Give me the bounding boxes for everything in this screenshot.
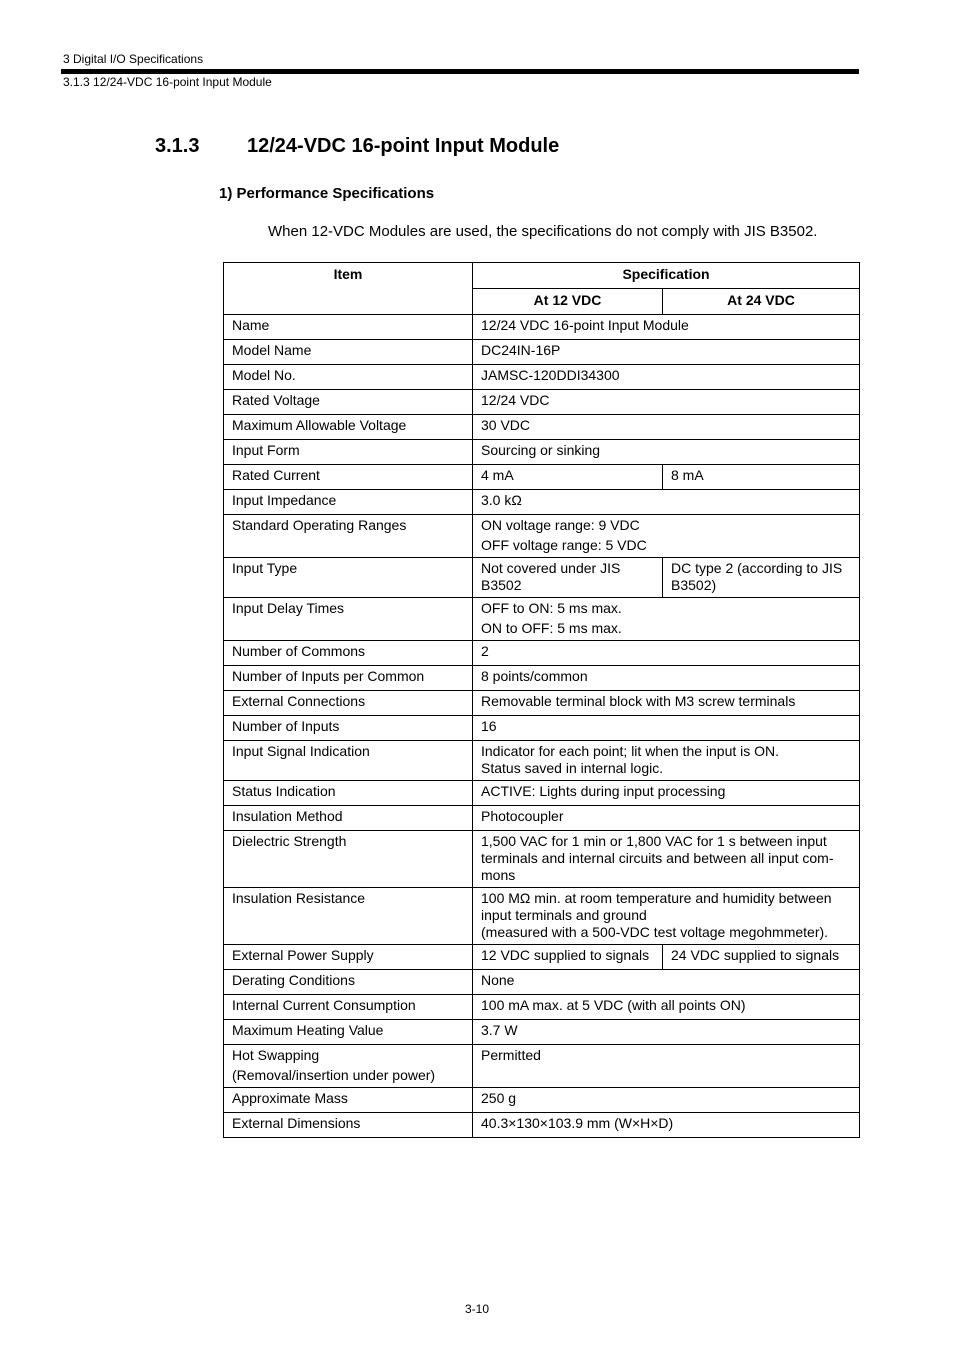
header-specification: Specification (473, 263, 860, 289)
spec-value-cell (473, 641, 860, 666)
item-cell (224, 1020, 473, 1045)
item-label: Input Type (232, 560, 298, 576)
spec-value-12vdc: 12 VDC supplied to signals (473, 945, 663, 970)
spec-value-24vdc: 8 mA (663, 465, 860, 490)
item-label: Approximate Mass (232, 1090, 348, 1106)
spec-value-12vdc: Not covered under JIS B3502 (473, 558, 663, 598)
running-header-chapter: 3 Digital I/O Specifications (63, 52, 204, 66)
table-row (224, 806, 860, 831)
item-cell (224, 558, 473, 598)
spec-value: ON to OFF: 5 ms max. (481, 620, 622, 636)
item-label: Model No. (232, 367, 296, 383)
table-row (224, 641, 860, 666)
item-cell (224, 995, 473, 1020)
item-label: Insulation Resistance (232, 890, 366, 906)
table-row (224, 781, 860, 806)
spec-value-cell (473, 741, 860, 781)
spec-value-cell (473, 390, 860, 415)
spec-value-cell (473, 365, 860, 390)
item-cell (224, 340, 473, 365)
spec-value: JAMSC-120DDI34300 (481, 367, 620, 383)
table-row (224, 691, 860, 716)
table-row (224, 1113, 860, 1138)
item-cell (224, 1113, 473, 1138)
page-number: 3-10 (464, 1302, 490, 1316)
item-cell (224, 781, 473, 806)
item-cell (224, 598, 473, 641)
table-row (224, 741, 860, 781)
spec-value: 16 (481, 718, 497, 734)
item-label: Input Form (232, 442, 300, 458)
spec-value: 100 mA max. at 5 VDC (with all points ON) (481, 997, 746, 1013)
spec-value-cell (473, 1113, 860, 1138)
spec-value-cell (473, 515, 860, 558)
spec-value: 3.0 kΩ (481, 492, 522, 508)
table-row (224, 515, 860, 558)
item-label: External Dimensions (232, 1115, 361, 1131)
item-cell (224, 641, 473, 666)
table-row (224, 415, 860, 440)
item-cell (224, 666, 473, 691)
item-cell (224, 888, 473, 945)
table-row (224, 945, 860, 970)
table-row (224, 1020, 860, 1045)
table-row (224, 1045, 860, 1088)
spec-value: DC24IN-16P (481, 342, 561, 358)
spec-value: Indicator for each point; lit when the input is ON. (481, 743, 780, 759)
table-row (224, 831, 860, 888)
spec-value: None (481, 972, 515, 988)
section-number: 3.1.3 (155, 135, 200, 157)
item-label: Hot Swapping (232, 1047, 320, 1063)
spec-value-cell (473, 598, 860, 641)
spec-value: 100 MΩ min. at room temperature and humidity between input terminals and ground (481, 890, 832, 923)
subsection-title: 1) Performance Specifications (219, 185, 435, 202)
item-label: Standard Operating Ranges (232, 517, 407, 533)
item-cell (224, 1088, 473, 1113)
spec-value-24vdc: 24 VDC supplied to signals (663, 945, 860, 970)
spec-value-12vdc: 4 mA (473, 465, 663, 490)
spec-value-cell (473, 315, 860, 340)
table-row (224, 390, 860, 415)
item-label: Number of Inputs per Common (232, 668, 425, 684)
spec-value-cell (473, 1045, 860, 1088)
item-cell (224, 831, 473, 888)
spec-value-cell (473, 970, 860, 995)
header-at-12vdc: At 12 VDC (473, 289, 663, 315)
spec-value: Status saved in internal logic. (481, 760, 664, 776)
section-title (155, 135, 559, 158)
spec-value-cell (473, 440, 860, 465)
section-title-text: 12/24-VDC 16-point Input Module (247, 135, 560, 157)
spec-value: 12/24 VDC 16-point Input Module (481, 317, 689, 333)
spec-value: 30 VDC (481, 417, 531, 433)
item-cell (224, 691, 473, 716)
spec-value: 12/24 VDC (481, 392, 550, 408)
table-row (224, 716, 860, 741)
spec-value: OFF to ON: 5 ms max. (481, 600, 622, 616)
item-label: External Connections (232, 693, 366, 709)
spec-value: 250 g (481, 1090, 517, 1106)
spec-value-cell (473, 691, 860, 716)
item-label: Number of Inputs (232, 718, 340, 734)
table-row (224, 365, 860, 390)
spec-value: 3.7 W (481, 1022, 518, 1038)
item-label: Dielectric Strength (232, 833, 347, 849)
spec-value-cell (473, 806, 860, 831)
spec-value-cell (473, 490, 860, 515)
item-label: Model Name (232, 342, 312, 358)
item-label: Number of Commons (232, 643, 366, 659)
spec-value: 40.3×130×103.9 mm (W×H×D) (481, 1115, 674, 1131)
spec-value-cell (473, 666, 860, 691)
spec-value-cell (473, 1020, 860, 1045)
spec-value: ACTIVE: Lights during input processing (481, 783, 726, 799)
spec-value-24vdc: DC type 2 (according to JIS B3502) (663, 558, 860, 598)
item-cell (224, 315, 473, 340)
table-row (224, 558, 860, 598)
item-label: Internal Current Consumption (232, 997, 416, 1013)
intro-paragraph: When 12-VDC Modules are used, the specifications do not comply with JIS B3502. (268, 223, 818, 240)
spec-value: 2 (481, 643, 489, 659)
item-label: Name (232, 317, 270, 333)
running-header-section: 3.1.3 12/24-VDC 16-point Input Module (63, 75, 272, 89)
spec-value-cell (473, 995, 860, 1020)
header-item: Item (224, 263, 473, 315)
item-label: Maximum Allowable Voltage (232, 417, 407, 433)
table-row (224, 440, 860, 465)
item-label: Input Signal Indication (232, 743, 370, 759)
spec-value-cell (473, 415, 860, 440)
item-cell (224, 465, 473, 490)
table-row (224, 1088, 860, 1113)
item-cell (224, 440, 473, 465)
item-cell (224, 390, 473, 415)
table-row (224, 340, 860, 365)
item-cell (224, 490, 473, 515)
item-cell (224, 415, 473, 440)
table-row (224, 598, 860, 641)
table-row (224, 490, 860, 515)
spec-value-cell (473, 781, 860, 806)
item-label: Rated Voltage (232, 392, 320, 408)
item-cell (224, 515, 473, 558)
item-label: Rated Current (232, 467, 320, 483)
item-cell (224, 365, 473, 390)
spec-value-cell (473, 716, 860, 741)
item-label: Input Impedance (232, 492, 337, 508)
spec-table (223, 262, 860, 1138)
table-row (224, 315, 860, 340)
item-cell (224, 716, 473, 741)
spec-value: OFF voltage range: 5 VDC (481, 537, 647, 553)
table-row (224, 666, 860, 691)
spec-value: Removable terminal block with M3 screw terminals (481, 693, 796, 709)
item-label: Input Delay Times (232, 600, 345, 616)
item-cell (224, 806, 473, 831)
spec-value-cell (473, 888, 860, 945)
item-label: Status Indication (232, 783, 336, 799)
item-label: Derating Conditions (232, 972, 355, 988)
item-label: (Removal/insertion under power) (232, 1067, 436, 1083)
spec-value: Photocoupler (481, 808, 564, 824)
item-label: External Power Supply (232, 947, 374, 963)
item-label: Maximum Heating Value (232, 1022, 384, 1038)
spec-value: ON voltage range: 9 VDC (481, 517, 640, 533)
table-row (224, 995, 860, 1020)
spec-value: 8 points/common (481, 668, 588, 684)
item-label: Insulation Method (232, 808, 343, 824)
spec-value-cell (473, 340, 860, 365)
item-cell (224, 1045, 473, 1088)
header-rule (61, 69, 859, 74)
item-cell (224, 945, 473, 970)
spec-value: Sourcing or sinking (481, 442, 601, 458)
spec-value: (measured with a 500-VDC test voltage megohmmeter). (481, 924, 829, 940)
table-row (224, 970, 860, 995)
header-at-24vdc: At 24 VDC (663, 289, 860, 315)
spec-value-cell (473, 1088, 860, 1113)
spec-value-cell (473, 831, 860, 888)
item-cell (224, 741, 473, 781)
spec-value: Permitted (481, 1047, 541, 1063)
table-row (224, 465, 860, 490)
table-row (224, 888, 860, 945)
item-cell (224, 970, 473, 995)
spec-value: 1,500 VAC for 1 min or 1,800 VAC for 1 s between input terminals and internal circuits and between all input com-mons (481, 833, 834, 883)
